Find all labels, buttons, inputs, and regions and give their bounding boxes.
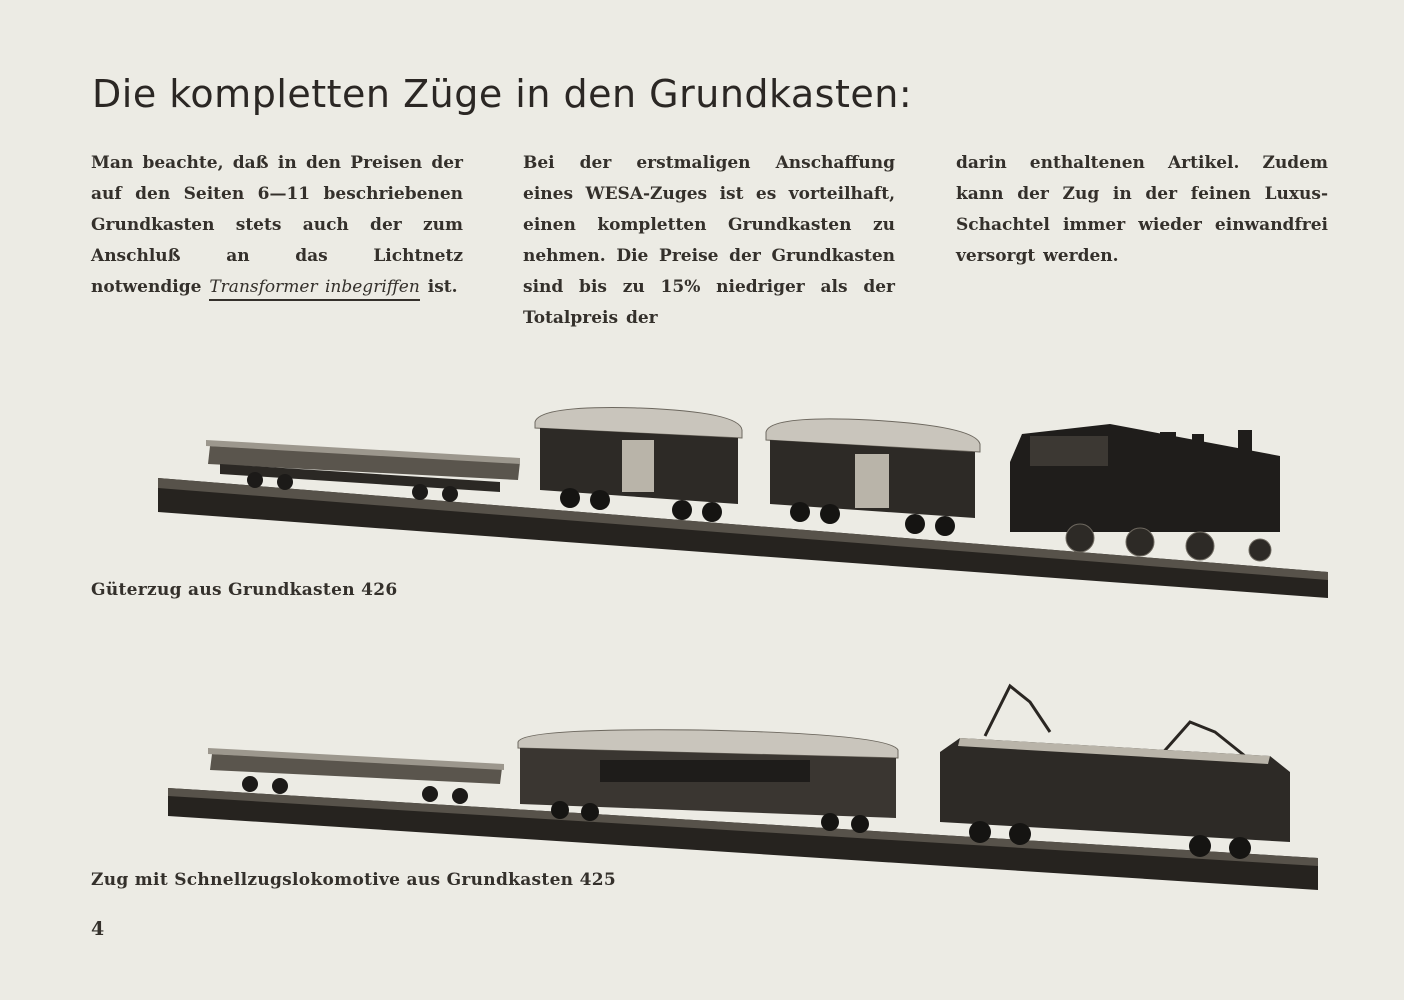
text-column-1 [91, 148, 463, 303]
page-number: 4 [91, 918, 105, 940]
column-1-text: Man beachte, daß in den Preisen der auf den Seiten 6—11 beschriebenen Grundkasten stets auch der zum Anschluß an das Lichtnetz notwendige [91, 153, 463, 297]
text-column-3 [956, 148, 1328, 272]
freight-train-photo [0, 400, 1404, 600]
column-2-text: Bei der erstmaligen Anschaffung eines WESA-Zuges ist es vorteilhaft, einen kompletten Grundkasten zu nehmen. Die Preise der Grundkasten sind bis zu 15% niedriger als der Totalpreis der [523, 153, 895, 328]
emphasized-text: Transformer inbegriffen [209, 277, 419, 301]
column-3-text: darin enthaltenen Artikel. Zudem kann der Zug in der feinen Luxus-Schachtel immer wieder einwandfrei versorgt werden. [956, 153, 1328, 266]
column-1-tail: ist. [427, 277, 458, 297]
express-train-caption: Zug mit Schnellzugslokomotive aus Grundkasten 425 [91, 870, 616, 890]
text-column-2 [523, 148, 895, 334]
page-title: Die kompletten Züge in den Grundkasten: [92, 72, 913, 116]
freight-train-caption: Güterzug aus Grundkasten 426 [91, 580, 398, 600]
covered-wagon-2 [766, 419, 980, 536]
steam-locomotive [1010, 424, 1280, 561]
covered-wagon-1 [535, 408, 742, 522]
electric-locomotive [940, 686, 1290, 859]
express-train-photo [0, 672, 1404, 892]
